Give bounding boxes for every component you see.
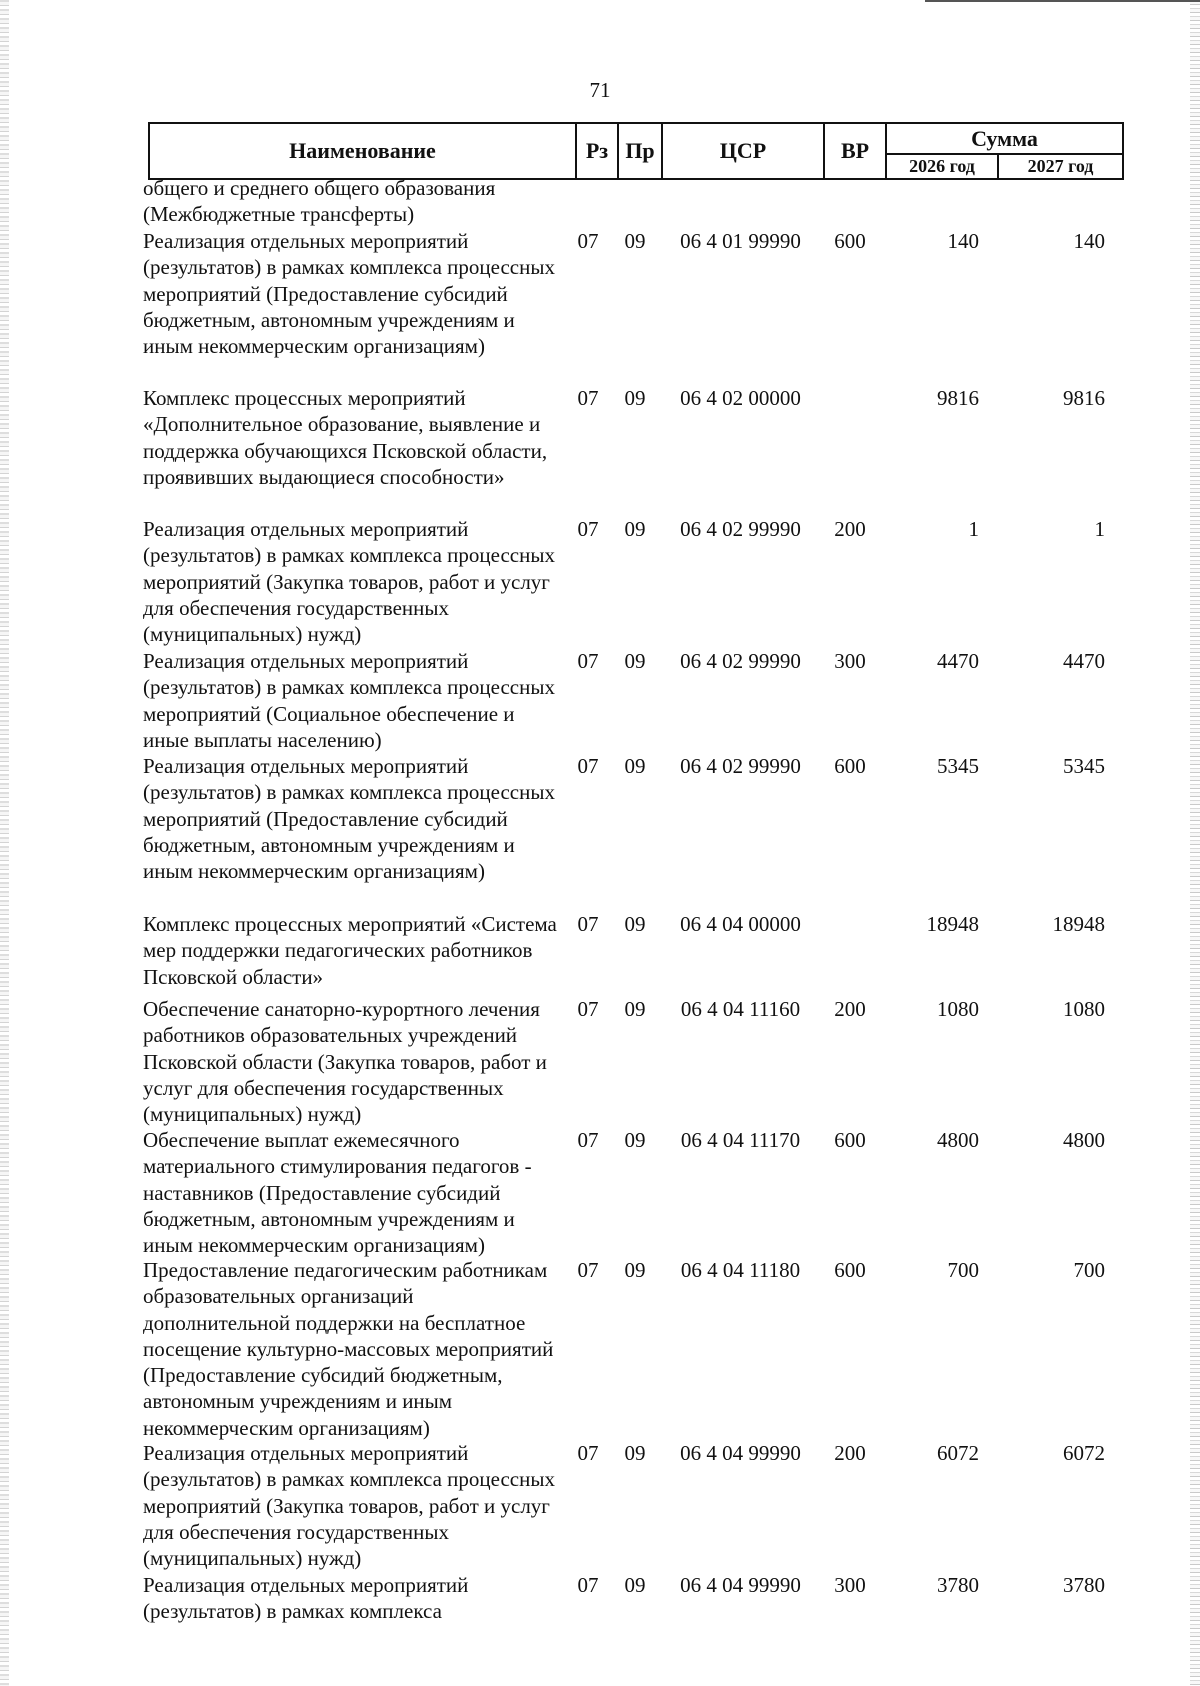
row-csr: 06 4 02 99990 bbox=[680, 754, 801, 778]
header-rz: Рз bbox=[576, 123, 618, 179]
row-vr: 300 bbox=[834, 649, 866, 673]
row-rz: 07 bbox=[577, 649, 599, 673]
row-sum-2026: 700 bbox=[947, 1258, 979, 1282]
row-sum-2026: 4800 bbox=[937, 1128, 979, 1152]
row-sum-2027: 5345 bbox=[1063, 754, 1105, 778]
scan-edge-left bbox=[0, 0, 9, 1686]
row-name: Комплекс процессных мероприятий «Система мер поддержки педагогических работников Псковской области» bbox=[143, 912, 557, 989]
row-csr: 06 4 04 11180 bbox=[680, 1258, 801, 1282]
header-year-2026: 2026 год bbox=[886, 154, 998, 179]
header-pr: Пр bbox=[618, 123, 662, 179]
row-sum-2027: 6072 bbox=[1063, 1441, 1105, 1465]
header-vr: ВР bbox=[824, 123, 886, 179]
row-pr: 09 bbox=[624, 997, 646, 1021]
row-rz: 07 bbox=[577, 997, 599, 1021]
row-pr: 09 bbox=[624, 1258, 646, 1282]
row-rz: 07 bbox=[577, 1573, 599, 1597]
row-pr: 09 bbox=[624, 229, 646, 253]
row-pr: 09 bbox=[624, 1128, 646, 1152]
row-pr: 09 bbox=[624, 649, 646, 673]
row-vr: 600 bbox=[834, 754, 866, 778]
row-rz: 07 bbox=[577, 912, 599, 936]
row-csr: 06 4 01 99990 bbox=[680, 229, 801, 253]
row-name: Реализация отдельных мероприятий (результатов) в рамках комплекса bbox=[143, 1573, 469, 1624]
row-pr: 09 bbox=[624, 1573, 646, 1597]
header-year-2027: 2027 год bbox=[998, 154, 1123, 179]
row-rz: 07 bbox=[577, 517, 599, 541]
row-vr: 600 bbox=[834, 1128, 866, 1152]
row-sum-2026: 6072 bbox=[937, 1441, 979, 1465]
row-sum-2026: 4470 bbox=[937, 649, 979, 673]
row-csr: 06 4 04 11160 bbox=[680, 997, 801, 1021]
row-sum-2027: 3780 bbox=[1063, 1573, 1105, 1597]
row-csr: 06 4 04 99990 bbox=[680, 1573, 801, 1597]
header-name: Наименование bbox=[149, 123, 576, 179]
row-name: Реализация отдельных мероприятий (результатов) в рамках комплекса процессных мероприятий (Закупка товаров, работ и услуг для обеспечения государственных (муниципальных) нужд) bbox=[143, 1441, 555, 1571]
row-pr: 09 bbox=[624, 386, 646, 410]
row-rz: 07 bbox=[577, 386, 599, 410]
row-sum-2026: 140 bbox=[947, 229, 979, 253]
row-pr: 09 bbox=[624, 912, 646, 936]
row-sum-2027: 1 bbox=[1094, 517, 1105, 541]
header-sum: Сумма bbox=[886, 123, 1123, 154]
row-csr: 06 4 02 99990 bbox=[680, 517, 801, 541]
scan-edge-right bbox=[1190, 0, 1200, 1686]
row-rz: 07 bbox=[577, 1128, 599, 1152]
row-sum-2027: 4800 bbox=[1063, 1128, 1105, 1152]
row-vr: 600 bbox=[834, 1258, 866, 1282]
row-csr: 06 4 04 99990 bbox=[680, 1441, 801, 1465]
row-sum-2026: 18948 bbox=[926, 912, 979, 936]
row-sum-2027: 4470 bbox=[1063, 649, 1105, 673]
row-name: Обеспечение выплат ежемесячного материального стимулирования педагогов - наставников (Предоставление субсидий бюджетным, автономным учреждениям и иным некоммерческим организациям) bbox=[143, 1128, 532, 1258]
row-name: Реализация отдельных мероприятий (результатов) в рамках комплекса процессных мероприятий (Социальное обеспечение и иные выплаты населению) bbox=[143, 649, 555, 752]
row-sum-2026: 5345 bbox=[937, 754, 979, 778]
row-vr: 600 bbox=[834, 229, 866, 253]
row-rz: 07 bbox=[577, 229, 599, 253]
row-sum-2027: 1080 bbox=[1063, 997, 1105, 1021]
row-name: Обеспечение санаторно-курортного лечения работников образовательных учреждений Псковской области (Закупка товаров, работ и услуг для обеспечения государственных (муниципальных) нужд) bbox=[143, 997, 547, 1127]
row-name: Предоставление педагогическим работникам образовательных организаций дополнительной поддержки на бесплатное посещение культурно-массовых мероприятий (Предоставление субсидий бюджетным, автономным учреждениям и иным некоммерческим организациям) bbox=[143, 1258, 554, 1440]
scan-artifact-line bbox=[925, 0, 1200, 2]
row-sum-2027: 9816 bbox=[1063, 386, 1105, 410]
row-name: Реализация отдельных мероприятий (результатов) в рамках комплекса процессных мероприятий (Предоставление субсидий бюджетным, автономным учреждениям и иным некоммерческим организациям) bbox=[143, 754, 555, 884]
row-csr: 06 4 04 11170 bbox=[680, 1128, 801, 1152]
row-vr: 200 bbox=[834, 1441, 866, 1465]
row-sum-2027: 18948 bbox=[1052, 912, 1105, 936]
row-name: Реализация отдельных мероприятий (результатов) в рамках комплекса процессных мероприятий (Закупка товаров, работ и услуг для обеспечения государственных (муниципальных) нужд) bbox=[143, 517, 555, 647]
row-sum-2026: 1080 bbox=[937, 997, 979, 1021]
row-csr: 06 4 02 99990 bbox=[680, 649, 801, 673]
row-name: Комплекс процессных мероприятий «Дополнительное образование, выявление и поддержка обучающихся Псковской области, проявивших выдающиеся способности» bbox=[143, 386, 548, 489]
row-vr: 300 bbox=[834, 1573, 866, 1597]
row-name: общего и среднего общего образования (Межбюджетные трансферты) bbox=[143, 176, 496, 227]
row-rz: 07 bbox=[577, 1441, 599, 1465]
row-csr: 06 4 02 00000 bbox=[680, 386, 801, 410]
row-csr: 06 4 04 00000 bbox=[680, 912, 801, 936]
row-vr: 200 bbox=[834, 997, 866, 1021]
row-pr: 09 bbox=[624, 754, 646, 778]
row-sum-2027: 140 bbox=[1073, 229, 1105, 253]
row-sum-2026: 1 bbox=[968, 517, 979, 541]
row-rz: 07 bbox=[577, 754, 599, 778]
page-number: 71 bbox=[589, 78, 611, 102]
row-sum-2026: 9816 bbox=[937, 386, 979, 410]
row-sum-2026: 3780 bbox=[937, 1573, 979, 1597]
header-csr: ЦСР bbox=[662, 123, 824, 179]
row-pr: 09 bbox=[624, 1441, 646, 1465]
row-rz: 07 bbox=[577, 1258, 599, 1282]
table-header bbox=[148, 122, 1124, 180]
row-vr: 200 bbox=[834, 517, 866, 541]
row-pr: 09 bbox=[624, 517, 646, 541]
row-sum-2027: 700 bbox=[1073, 1258, 1105, 1282]
row-name: Реализация отдельных мероприятий (результатов) в рамках комплекса процессных мероприятий (Предоставление субсидий бюджетным, автономным учреждениям и иным некоммерческим организациям) bbox=[143, 229, 555, 359]
